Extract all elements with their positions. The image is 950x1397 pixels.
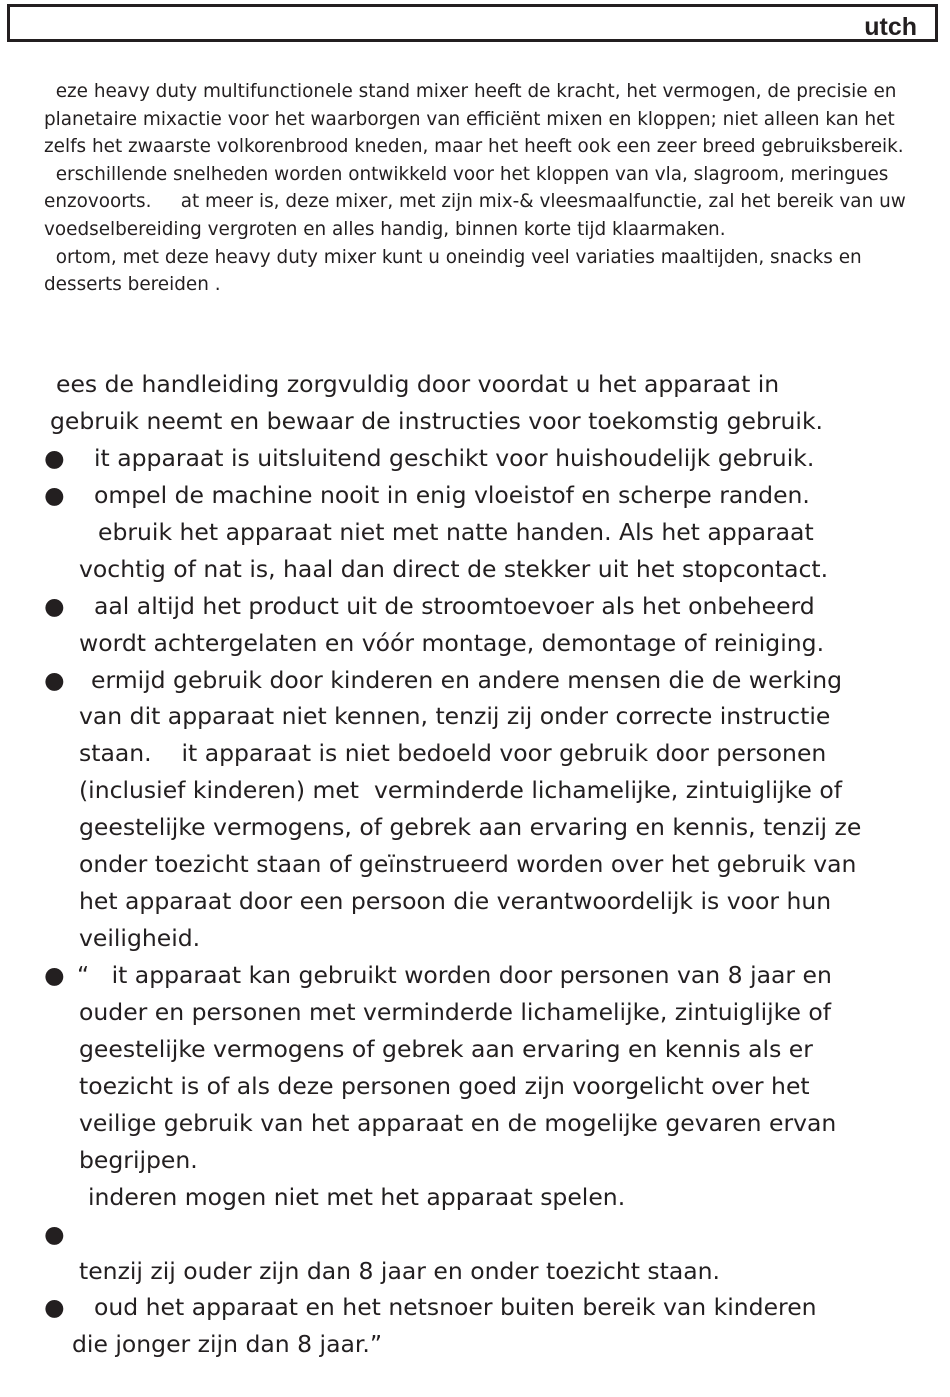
intro-line: ortom, met deze heavy duty mixer kunt u oneindig veel variaties maaltijden, snacks en: [44, 246, 862, 268]
bullet-item: [44, 1289, 934, 1326]
instruction-line: [44, 772, 934, 809]
instruction-line: [44, 735, 934, 772]
bullet-icon: ●: [44, 480, 65, 509]
intro-line: erschillende snelheden worden ontwikkeld voor het kloppen van vla, slagroom, meringues: [44, 163, 889, 185]
instruction-text: toezicht is of als deze personen goed zijn voorgelicht over het: [79, 1071, 810, 1100]
instruction-text: staan. it apparaat is niet bedoeld voor gebruik door personen: [79, 739, 827, 768]
instruction-line: [44, 366, 934, 403]
instruction-text: ouder en personen met verminderde lichamelijke, zintuiglijke of: [79, 997, 832, 1026]
instruction-text: vochtig of nat is, haal dan direct de stekker uit het stopcontact.: [79, 554, 829, 583]
bullet-item: [44, 957, 934, 994]
bullet-item: [44, 477, 934, 514]
instruction-text: het apparaat door een persoon die verantwoordelijk is voor hun: [79, 887, 832, 916]
instruction-line: [44, 1253, 934, 1290]
intro-line: zelfs het zwaarste volkorenbrood kneden, maar het heeft ook een zeer breed gebruiksbereik.: [44, 136, 904, 158]
instruction-text: it apparaat is uitsluitend geschikt voor huishoudelijk gebruik.: [94, 443, 815, 472]
instruction-text: veilige gebruik van het apparaat en de mogelijke gevaren ervan: [79, 1108, 837, 1137]
instruction-text: ebruik het apparaat niet met natte handen. Als het apparaat: [98, 517, 814, 546]
instruction-text: (inclusief kinderen) met verminderde lichamelijke, zintuiglijke of: [79, 776, 842, 805]
intro-line: voedselbereiding vergroten en alles handig, binnen korte tijd klaarmaken.: [44, 218, 726, 240]
instruction-line: [44, 551, 934, 588]
instruction-text: ermijd gebruik door kinderen en andere mensen die de werking: [91, 665, 843, 694]
bullet-icon: ●: [44, 591, 65, 620]
instruction-text: die jonger zijn dan 8 jaar.”: [72, 1330, 383, 1359]
instruction-text: geestelijke vermogens, of gebrek aan ervaring en kennis, tenzij ze: [79, 813, 862, 842]
instruction-text: oud het apparaat en het netsnoer buiten bereik van kinderen: [94, 1293, 817, 1322]
instruction-text: inderen mogen niet met het apparaat spelen.: [88, 1182, 626, 1211]
instruction-line: [44, 1326, 934, 1363]
bullet-item: [44, 662, 934, 699]
header-box: [7, 4, 938, 42]
instruction-text: aal altijd het product uit de stroomtoevoer als het onbeheerd: [94, 591, 815, 620]
bullet-icon: ●: [44, 665, 65, 694]
instruction-text: veiligheid.: [79, 924, 201, 953]
safety-instructions: [44, 366, 934, 1363]
bullet-icon: ●: [44, 1219, 65, 1248]
instruction-text: van dit apparaat niet kennen, tenzij zij onder correcte instructie: [79, 702, 831, 731]
instruction-line: [44, 1068, 934, 1105]
instruction-text: ees de handleiding zorgvuldig door voordat u het apparaat in: [56, 370, 780, 398]
instruction-text: wordt achtergelaten en vóór montage, demontage of reiniging.: [79, 628, 825, 657]
instruction-line: [44, 1105, 934, 1142]
bullet-icon: ●: [44, 443, 65, 472]
instruction-line: [44, 920, 934, 957]
bullet-item: [44, 588, 934, 625]
bullet-icon: ●: [44, 1293, 65, 1322]
intro-paragraph: [44, 78, 924, 299]
instruction-line: [44, 1142, 934, 1179]
instruction-text: gebruik neemt en bewaar de instructies voor toekomstig gebruik.: [50, 406, 824, 435]
instruction-line: [44, 514, 934, 551]
instruction-line: [44, 1179, 934, 1216]
instruction-line: [44, 1031, 934, 1068]
instruction-text: tenzij zij ouder zijn dan 8 jaar en onder toezicht staan.: [79, 1256, 721, 1285]
instruction-line: [44, 846, 934, 883]
bullet-item: [44, 440, 934, 477]
intro-line: eze heavy duty multifunctionele stand mixer heeft de kracht, het vermogen, de precisie en: [44, 81, 897, 102]
instruction-line: [44, 994, 934, 1031]
intro-line: enzovoorts. at meer is, deze mixer, met zijn mix-& vleesmaalfunctie, zal het bereik van uw: [44, 191, 906, 213]
instruction-line: [44, 698, 934, 735]
instruction-text: begrijpen.: [79, 1145, 198, 1174]
header-title: utch: [864, 13, 917, 41]
intro-line: desserts bereiden .: [44, 274, 221, 296]
intro-line: planetaire mixactie voor het waarborgen van efficiënt mixen en kloppen; niet alleen kan het: [44, 108, 895, 130]
instruction-line: [44, 625, 934, 662]
instruction-text: geestelijke vermogens of gebrek aan ervaring en kennis als er: [79, 1034, 813, 1063]
instruction-line: [44, 809, 934, 846]
bullet-icon: ●: [44, 961, 65, 989]
instruction-line: [44, 403, 934, 440]
instruction-text: onder toezicht staan of geïnstrueerd worden over het gebruik van: [79, 850, 857, 879]
instruction-text: ompel de machine nooit in enig vloeistof en scherpe randen.: [94, 480, 810, 509]
bullet-item: [44, 1216, 934, 1253]
instruction-line: [44, 883, 934, 920]
instruction-text: “ it apparaat kan gebruikt worden door personen van 8 jaar en: [77, 961, 832, 989]
